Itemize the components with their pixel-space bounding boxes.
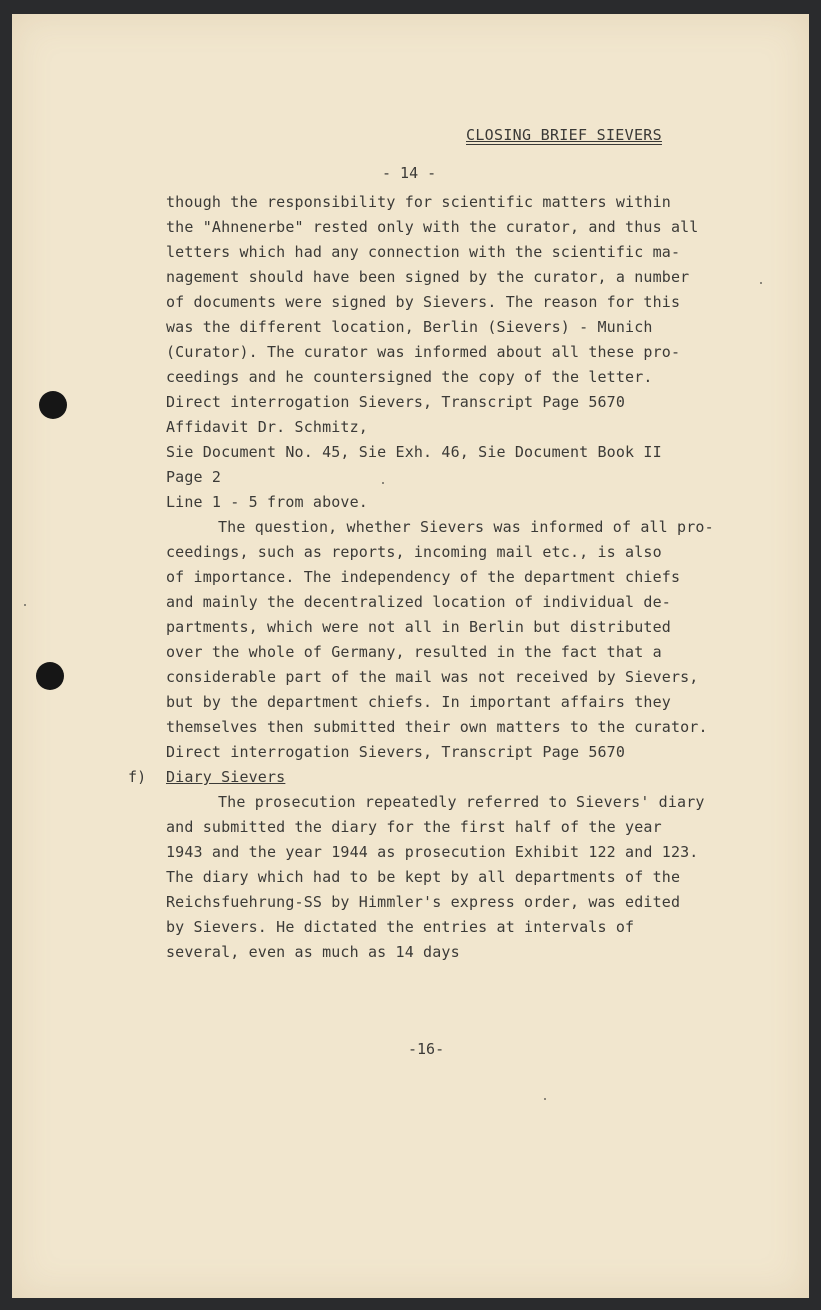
text-line: though the responsibility for scientific matters within bbox=[166, 193, 671, 211]
citation-line: Page 2 bbox=[166, 468, 222, 486]
text-line: themselves then submitted their own matters to the curator. bbox=[166, 718, 708, 736]
text-line: and submitted the diary for the first half of the year bbox=[166, 818, 662, 836]
text-line: was the different location, Berlin (Sievers) - Munich bbox=[166, 318, 653, 336]
text-line: but by the department chiefs. In important affairs they bbox=[166, 693, 671, 711]
document-page bbox=[12, 14, 809, 1298]
text-line: (Curator). The curator was informed about all these pro- bbox=[166, 343, 681, 361]
text-line: Reichsfuehrung-SS by Himmler's express order, was edited bbox=[166, 893, 681, 911]
text-line: nagement should have been signed by the curator, a number bbox=[166, 268, 690, 286]
paper-speck bbox=[24, 604, 26, 606]
text-line: ceedings and he countersigned the copy of the letter. bbox=[166, 368, 653, 386]
page-number-bottom: -16- bbox=[408, 1040, 445, 1058]
punch-hole-bottom bbox=[36, 662, 64, 690]
paper-speck bbox=[382, 482, 384, 484]
text-line: letters which had any connection with the scientific ma- bbox=[166, 243, 681, 261]
citation-line: Line 1 - 5 from above. bbox=[166, 493, 368, 511]
section-heading-row bbox=[128, 765, 786, 790]
text-line: several, even as much as 14 days bbox=[166, 943, 460, 961]
text-line: over the whole of Germany, resulted in the fact that a bbox=[166, 643, 662, 661]
body-text bbox=[128, 190, 786, 965]
text-line: the "Ahnenerbe" rested only with the curator, and thus all bbox=[166, 218, 699, 236]
citation-line: Direct interrogation Sievers, Transcript Page 5670 bbox=[166, 743, 626, 761]
citation-line: Direct interrogation Sievers, Transcript Page 5670 bbox=[166, 393, 626, 411]
paper-speck bbox=[760, 282, 762, 284]
paragraph-first-line: The prosecution repeatedly referred to Sievers' diary bbox=[218, 793, 705, 811]
text-line: considerable part of the mail was not received by Sievers, bbox=[166, 668, 699, 686]
text-line: by Sievers. He dictated the entries at intervals of bbox=[166, 918, 635, 936]
section-heading: Diary Sievers bbox=[166, 768, 286, 786]
punch-hole-top bbox=[39, 391, 67, 419]
citation-line: Affidavit Dr. Schmitz, bbox=[166, 418, 368, 436]
text-line: and mainly the decentralized location of individual de- bbox=[166, 593, 671, 611]
text-line: of importance. The independency of the department chiefs bbox=[166, 568, 681, 586]
text-line: ceedings, such as reports, incoming mail etc., is also bbox=[166, 543, 662, 561]
text-line: of documents were signed by Sievers. The reason for this bbox=[166, 293, 681, 311]
text-line: The diary which had to be kept by all departments of the bbox=[166, 868, 681, 886]
text-line: partments, which were not all in Berlin but distributed bbox=[166, 618, 671, 636]
paper-speck bbox=[544, 1098, 546, 1100]
paragraph-first-line: The question, whether Sievers was informed of all pro- bbox=[218, 518, 714, 536]
section-marker: f) bbox=[128, 768, 147, 786]
text-line: 1943 and the year 1944 as prosecution Exhibit 122 and 123. bbox=[166, 843, 699, 861]
citation-line: Sie Document No. 45, Sie Exh. 46, Sie Document Book II bbox=[166, 443, 662, 461]
page-number-top: - 14 - bbox=[382, 164, 437, 182]
header-title: CLOSING BRIEF SIEVERS bbox=[466, 126, 662, 144]
